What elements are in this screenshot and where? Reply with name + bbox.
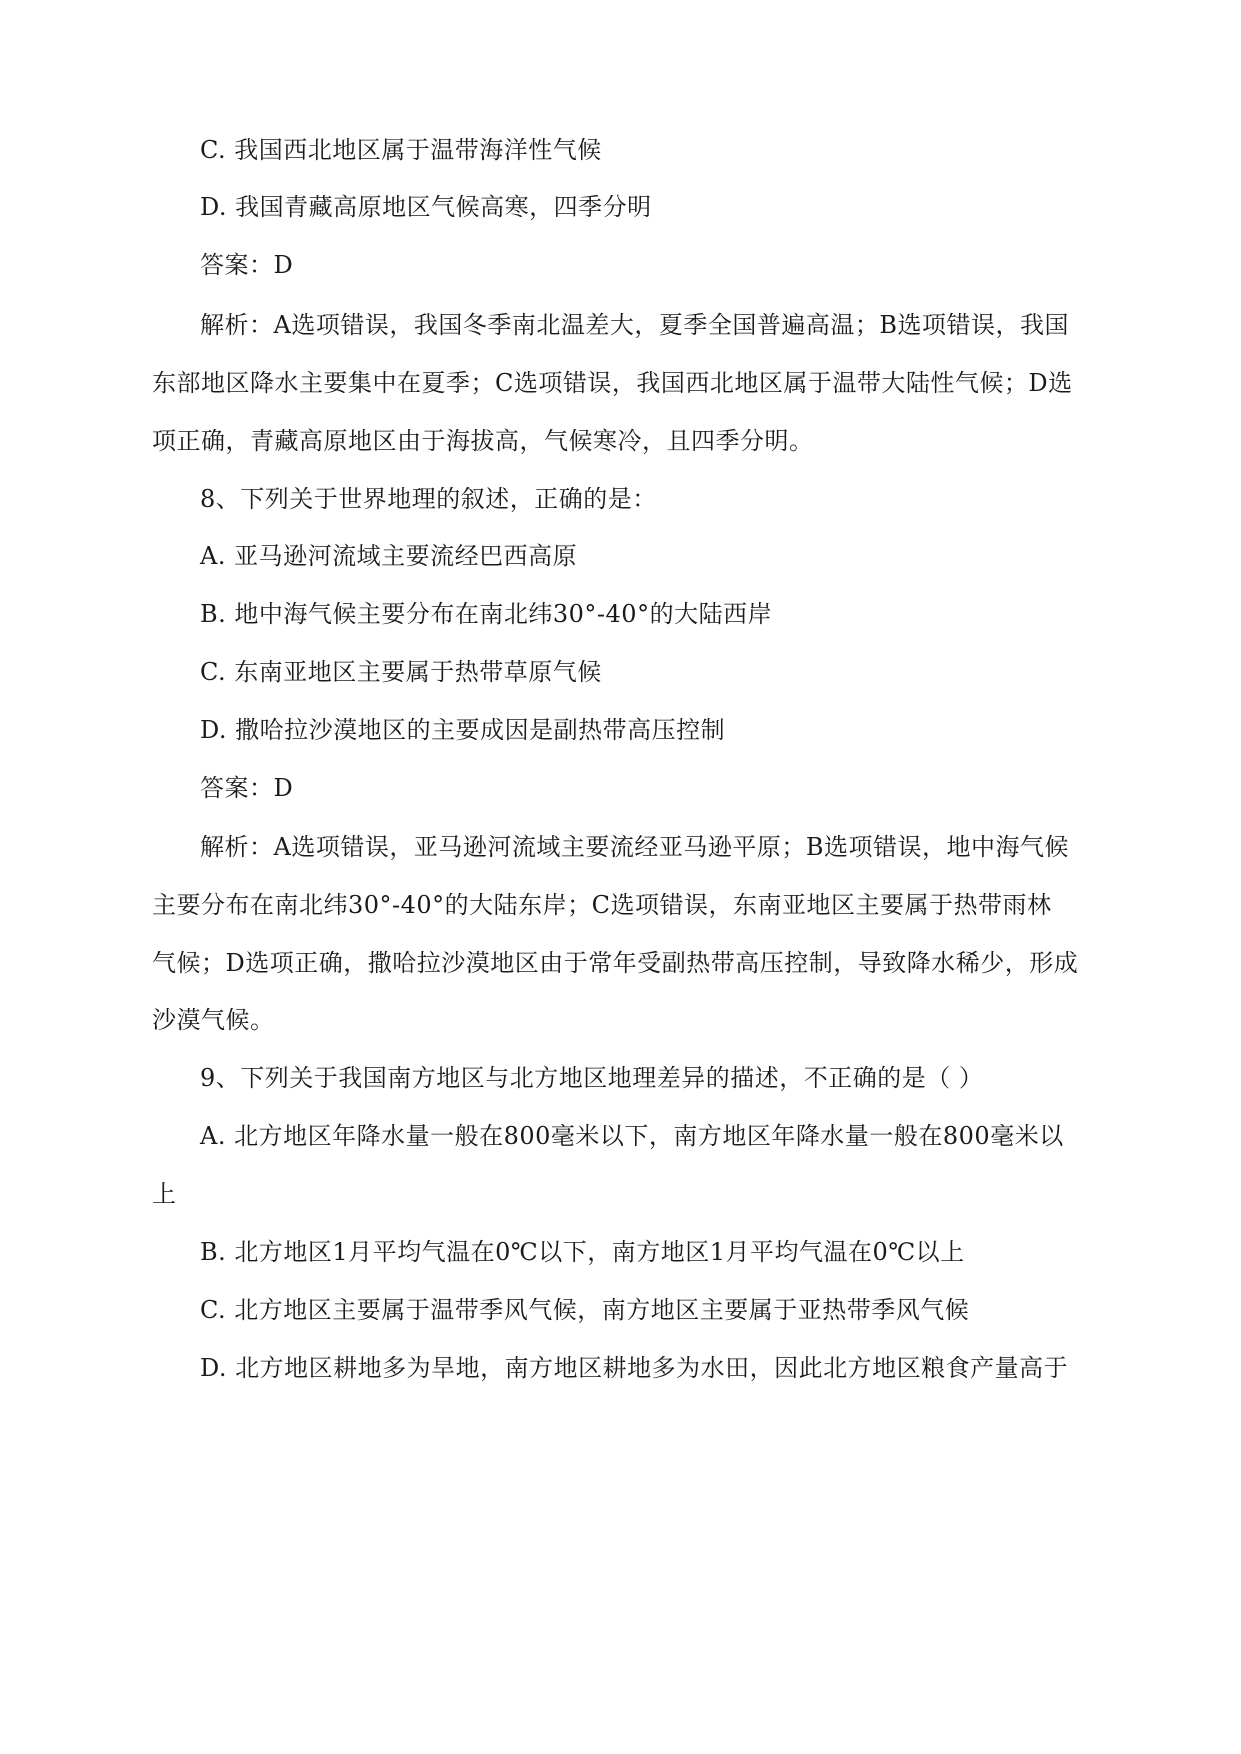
q8-analysis-line-4: 沙漠气候。 <box>152 1006 275 1034</box>
q8-option-d: D. 撒哈拉沙漠地区的主要成因是副热带高压控制 <box>200 716 726 744</box>
q9-option-a-line-1: A. 北方地区年降水量一般在800毫米以下，南方地区年降水量一般在800毫米以 <box>200 1122 1064 1150</box>
q8-option-a: A. 亚马逊河流域主要流经巴西高原 <box>200 542 578 570</box>
q9-question: 9、下列关于我国南方地区与北方地区地理差异的描述，不正确的是（ ） <box>200 1064 984 1092</box>
q8-analysis-line-3: 气候；D选项正确，撒哈拉沙漠地区由于常年受副热带高压控制，导致降水稀少，形成 <box>152 949 1079 977</box>
q8-analysis-line-2: 主要分布在南北纬30°-40°的大陆东岸；C选项错误，东南亚地区主要属于热带雨林 <box>152 891 1052 919</box>
q9-option-a-line-2: 上 <box>152 1180 177 1208</box>
q8-analysis-line-1: 解析：A选项错误，亚马逊河流域主要流经亚马逊平原；B选项错误，地中海气候 <box>200 833 1069 861</box>
q7-analysis-line-2: 东部地区降水主要集中在夏季；C选项错误，我国西北地区属于温带大陆性气候；D选 <box>152 369 1073 397</box>
q9-option-d: D. 北方地区耕地多为旱地，南方地区耕地多为水田，因此北方地区粮食产量高于 <box>200 1354 1069 1382</box>
q8-option-c: C. 东南亚地区主要属于热带草原气候 <box>200 658 602 686</box>
q9-option-c: C. 北方地区主要属于温带季风气候，南方地区主要属于亚热带季风气候 <box>200 1296 970 1324</box>
q7-option-d: D. 我国青藏高原地区气候高寒，四季分明 <box>200 193 652 221</box>
q9-option-b: B. 北方地区1月平均气温在0℃以下，南方地区1月平均气温在0℃以上 <box>200 1238 965 1266</box>
q7-analysis-line-3: 项正确，青藏高原地区由于海拔高，气候寒冷，且四季分明。 <box>152 427 814 455</box>
q7-answer: 答案：D <box>200 251 294 279</box>
q7-option-c: C. 我国西北地区属于温带海洋性气候 <box>200 136 602 164</box>
q8-answer: 答案：D <box>200 774 294 802</box>
q8-question: 8、下列关于世界地理的叙述，正确的是： <box>200 485 657 513</box>
q8-option-b: B. 地中海气候主要分布在南北纬30°-40°的大陆西岸 <box>200 600 773 628</box>
q7-analysis-line-1: 解析：A选项错误，我国冬季南北温差大，夏季全国普遍高温；B选项错误，我国 <box>200 311 1069 339</box>
